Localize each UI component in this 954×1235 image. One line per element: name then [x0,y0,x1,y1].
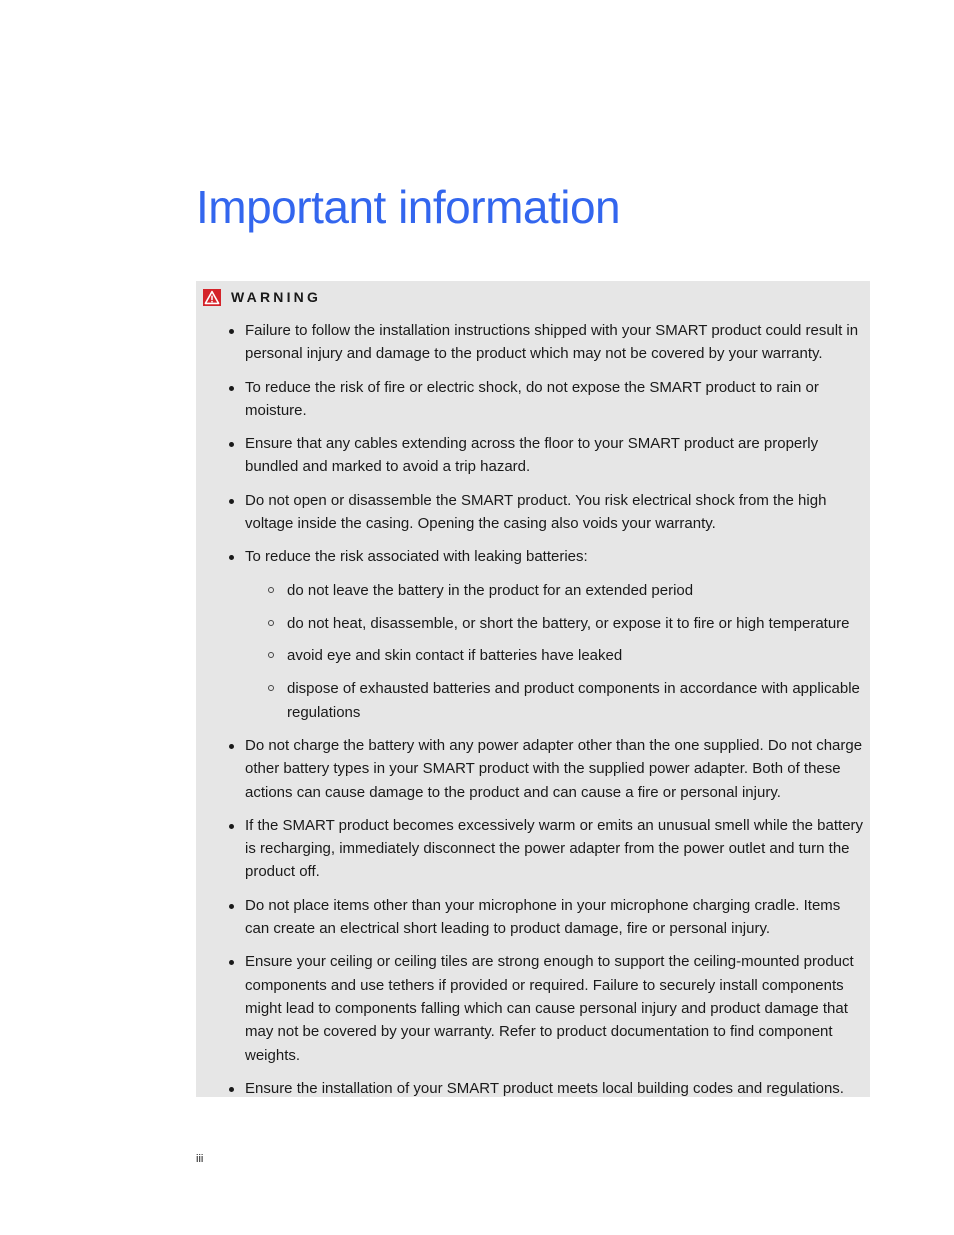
list-item [245,545,867,724]
sub-list-item: do not leave the battery in the product for an extended period [287,579,867,602]
warning-label: WARNING [231,289,322,305]
list-item: To reduce the risk of fire or electric shock, do not expose the SMART product to rain or moisture. [245,376,867,423]
page-title: Important information [196,181,621,233]
warning-box [196,281,870,1097]
list-item: Do not charge the battery with any power adapter other than the one supplied. Do not charge other battery types in your SMART product with the supplied power adapter. Both of these actions can cause damage to the product and can cause a fire or personal injury. [245,734,867,804]
sub-list-item: dispose of exhausted batteries and product components in accordance with applicable regulations [287,677,867,724]
battery-sublist [245,579,867,724]
list-item: If the SMART product becomes excessively warm or emits an unusual smell while the battery is recharging, immediately disconnect the power adapter from the power outlet and turn the product off. [245,814,867,884]
list-item: Do not open or disassemble the SMART product. You risk electrical shock from the high voltage inside the casing. Opening the casing also voids your warranty. [245,489,867,536]
sub-list-item: do not heat, disassemble, or short the battery, or expose it to fire or high temperature [287,612,867,635]
list-item: Failure to follow the installation instructions shipped with your SMART product could result in personal injury and damage to the product which may not be covered by your warranty. [245,319,867,366]
list-item: Ensure that any cables extending across the floor to your SMART product are properly bundled and marked to avoid a trip hazard. [245,432,867,479]
sub-list-item: avoid eye and skin contact if batteries have leaked [287,644,867,667]
page-number: iii [196,1153,204,1165]
warning-header [203,288,864,306]
list-item-text: To reduce the risk associated with leaking batteries: [245,548,588,566]
warning-triangle-icon [203,289,221,306]
list-item: Do not place items other than your microphone in your microphone charging cradle. Items can create an electrical short leading to product damage, fire or personal injury. [245,894,867,941]
list-item: Ensure your ceiling or ceiling tiles are strong enough to support the ceiling-mounted product components and use tethers if provided or required. Failure to securely install components might lead to components falling which can cause personal injury and product damage that may not be covered by your warranty. Refer to product documentation to find component weights. [245,950,867,1066]
list-item: Ensure the installation of your SMART product meets local building codes and regulations. [245,1077,867,1100]
warning-list [245,319,867,1110]
